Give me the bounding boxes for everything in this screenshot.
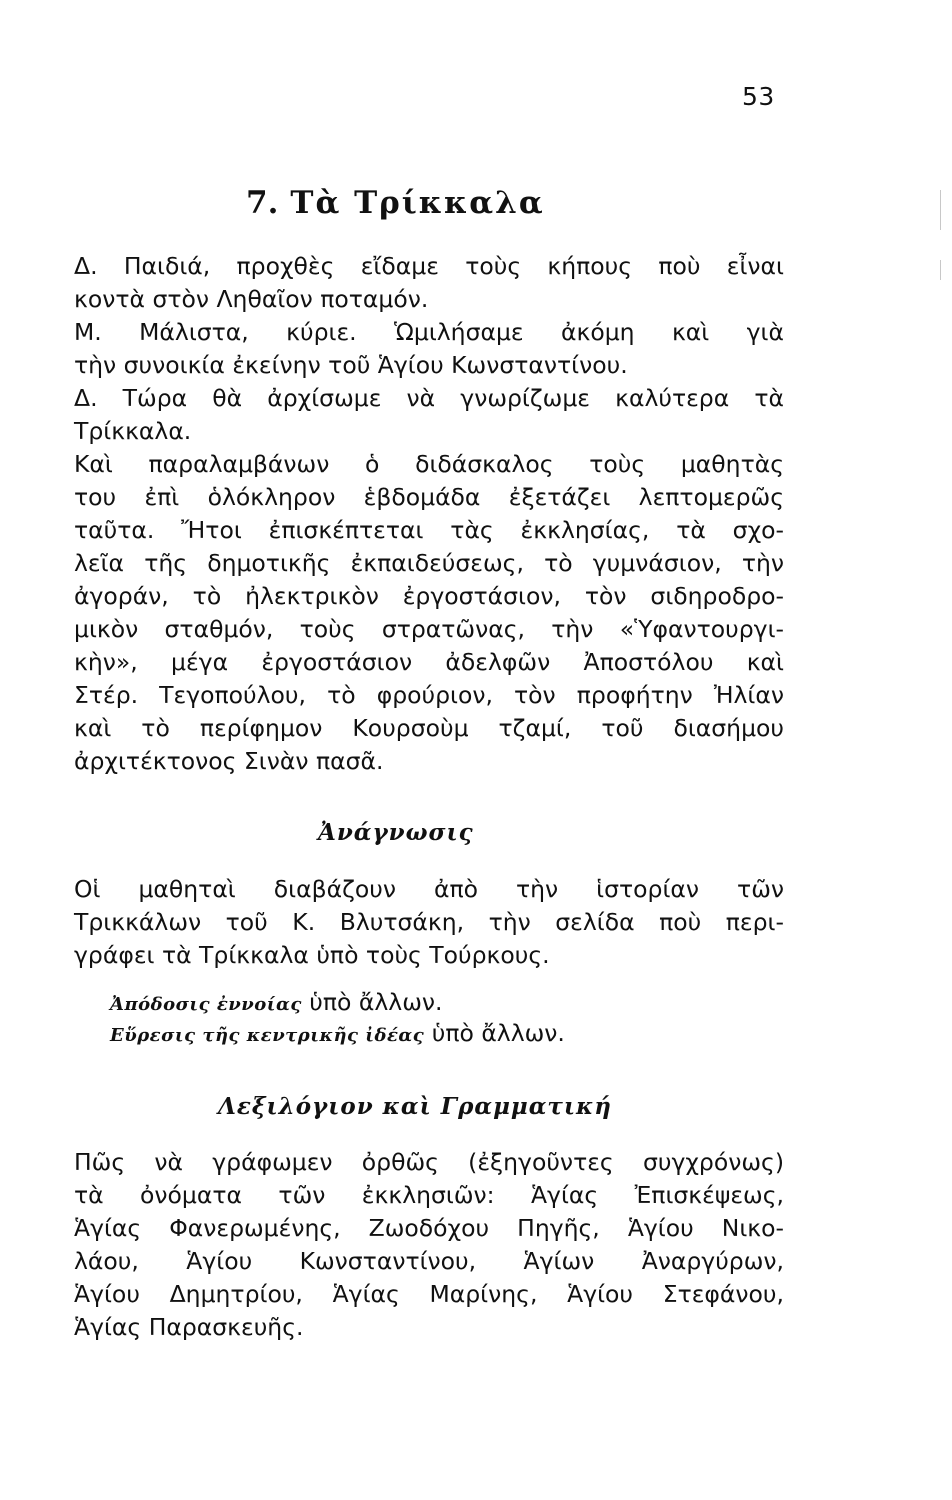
text-line: Καὶ παραλαμβάνων ὁ διδάσκαλος τοὺς μαθητὰς [74,450,784,478]
text-line: Ἁγίας Παρασκευῆς. [74,1313,304,1341]
text-line: Οἱ μαθηταὶ διαβάζουν ἀπὸ τὴν ἱστορίαν τῶν [74,875,784,903]
text-line: ταῦτα. Ἤτοι ἐπισκέπτεται τὰς ἐκκλησίας, τὰ σχο- [74,516,784,544]
text-line: μικὸν σταθμόν, τοὺς στρατῶνας, τὴν «Ὑφαντουργι- [74,615,784,643]
chapter-title-text: Τὰ Τρίκκαλα [290,185,545,221]
text-line: καὶ τὸ περίφημον Κουρσοὺμ τζαμί, τοῦ διασήμου [74,714,784,742]
vocabulary-heading: Λεξιλόγιον καὶ Γραμματική [218,1093,612,1120]
reading-heading: Ἀνάγνωσις [318,819,474,846]
text-line: λεῖα τῆς δημοτικῆς ἐκπαιδεύσεως, τὸ γυμνάσιον, τὴν [74,549,784,577]
text-line: κὴν», μέγα ἐργοστάσιον ἀδελφῶν Ἀποστόλου καὶ [74,648,784,676]
text-line: τὰ ὀνόματα τῶν ἐκκλησιῶν: Ἁγίας Ἐπισκέψεως, [74,1181,784,1209]
text-line: Πῶς νὰ γράφωμεν ὀρθῶς (ἐξηγοῦντες συγχρόνως) [74,1148,784,1176]
page-edge-mark [940,260,941,280]
text-line: Ἁγίας Φανερωμένης, Ζωοδόχου Πηγῆς, Ἁγίου Νικο- [74,1214,784,1242]
chapter-number: 7. [246,185,279,221]
text-line: γράφει τὰ Τρίκκαλα ὑπὸ τοὺς Τούρκους. [74,941,550,969]
exercise-main-idea [110,1018,565,1051]
text-line: ἀγοράν, τὸ ἠλεκτρικὸν ἐργοστάσιον, τὸν σιδηροδρο- [74,582,784,610]
intro-paragraphs [74,250,784,778]
text-line: Τρικκάλων τοῦ Κ. Βλυτσάκη, τὴν σελίδα ποὺ περι- [74,908,784,936]
text-line: τὴν συνοικία ἐκείνην τοῦ Ἁγίου Κωνσταντίνου. [74,351,628,379]
reading-paragraph [74,873,784,972]
text-line: κοντὰ στὸν Ληθαῖον ποταμόν. [74,285,429,313]
exercise-term: Ἀπόδοσις ἐννοίας [110,994,302,1015]
exercise-rest: ὑπὸ ἄλλων. [424,1019,565,1047]
text-line: Ἁγίου Δημητρίου, Ἁγίας Μαρίνης, Ἁγίου Στεφάνου, [74,1280,784,1308]
text-line: Δ. Τώρα θὰ ἀρχίσωμε νὰ γνωρίζωμε καλύτερα τὰ [74,384,784,412]
chapter-title [246,183,545,223]
text-line: ἀρχιτέκτονος Σινὰν πασᾶ. [74,747,384,775]
vocabulary-paragraph [74,1146,784,1344]
text-line: Στέρ. Τεγοπούλου, τὸ φρούριον, τὸν προφήτην Ἠλίαν [74,681,784,709]
exercise-paraphrase [110,987,442,1020]
text-line: του ἐπὶ ὁλόκληρον ἑβδομάδα ἐξετάζει λεπτομερῶς [74,483,784,511]
exercise-term: Εὕρεσις τῆς κεντρικῆς ἰδέας [110,1025,425,1046]
text-line: λάου, Ἁγίου Κωνσταντίνου, Ἁγίων Ἀναργύρων, [74,1247,784,1275]
text-line: Τρίκκαλα. [74,417,192,445]
text-line: Μ. Μάλιστα, κύριε. Ὡμιλήσαμε ἀκόμη καὶ γιὰ [74,318,784,346]
page-edge-mark [940,190,941,230]
page-number: 53 [742,82,775,111]
exercise-rest: ὑπὸ ἄλλων. [301,988,443,1016]
text-line: Δ. Παιδιά, προχθὲς εἴδαμε τοὺς κήπους ποὺ εἶναι [74,252,784,280]
